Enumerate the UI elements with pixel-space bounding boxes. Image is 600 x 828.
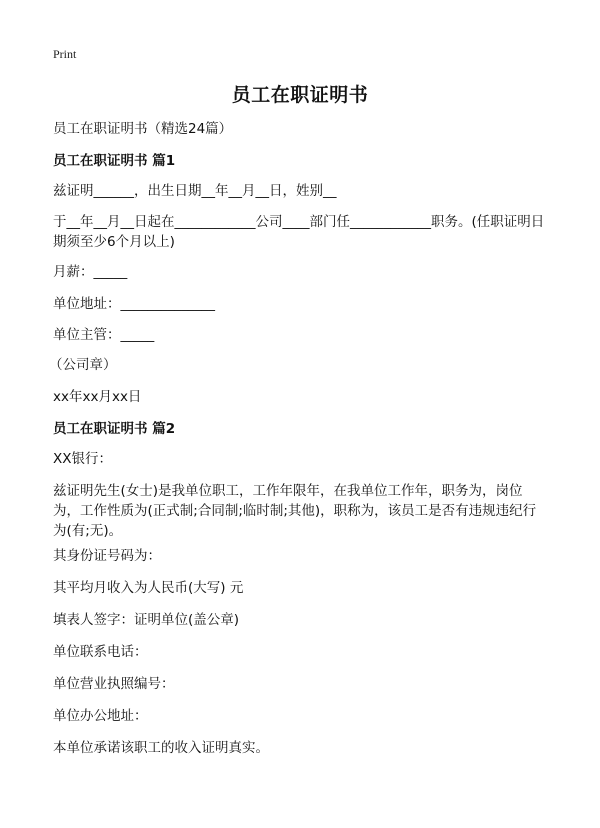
section2-bank: XX银行：	[53, 451, 112, 467]
section2-signer: 填表人签字：证明单位(盖公章)	[53, 612, 240, 628]
section1-address: 单位地址：______________	[53, 296, 215, 312]
section1-line2: 于__年__月__日起在____________公司____部门任____________职务。(任职证明日期须至少6个月以上)	[53, 214, 545, 250]
document-subtitle: 员工在职证明书（精选24篇）	[53, 121, 233, 137]
section1-line1: 兹证明______，出生日期__年__月__日，姓别__	[53, 183, 337, 199]
print-link[interactable]: Print	[53, 47, 77, 61]
section2-license: 单位营业执照编号：	[53, 676, 175, 692]
section2-office-address: 单位办公地址：	[53, 708, 148, 724]
section1-heading: 员工在职证明书 篇1	[53, 153, 176, 169]
section1-salary: 月薪：_____	[53, 264, 128, 280]
section1-date: xx年xx月xx日	[53, 389, 142, 405]
section1-supervisor: 单位主管：_____	[53, 327, 155, 343]
section2-phone: 单位联系电话：	[53, 644, 148, 660]
section2-commitment: 本单位承诺该职工的收入证明真实。	[53, 740, 269, 756]
section2-id-number: 其身份证号码为：	[53, 548, 161, 564]
section2-heading: 员工在职证明书 篇2	[53, 421, 176, 437]
document-title: 员工在职证明书	[231, 84, 369, 106]
section2-income: 其平均月收入为人民币(大写) 元	[53, 580, 244, 596]
section1-seal: （公司章）	[49, 357, 117, 373]
section2-body: 兹证明先生(女士)是我单位职工，工作年限年，在我单位工作年，职务为，岗位为，工作性质为(正式制;合同制;临时制;其他)，职称为，该员工是否有违规违纪行为(有;无)。	[53, 483, 537, 539]
